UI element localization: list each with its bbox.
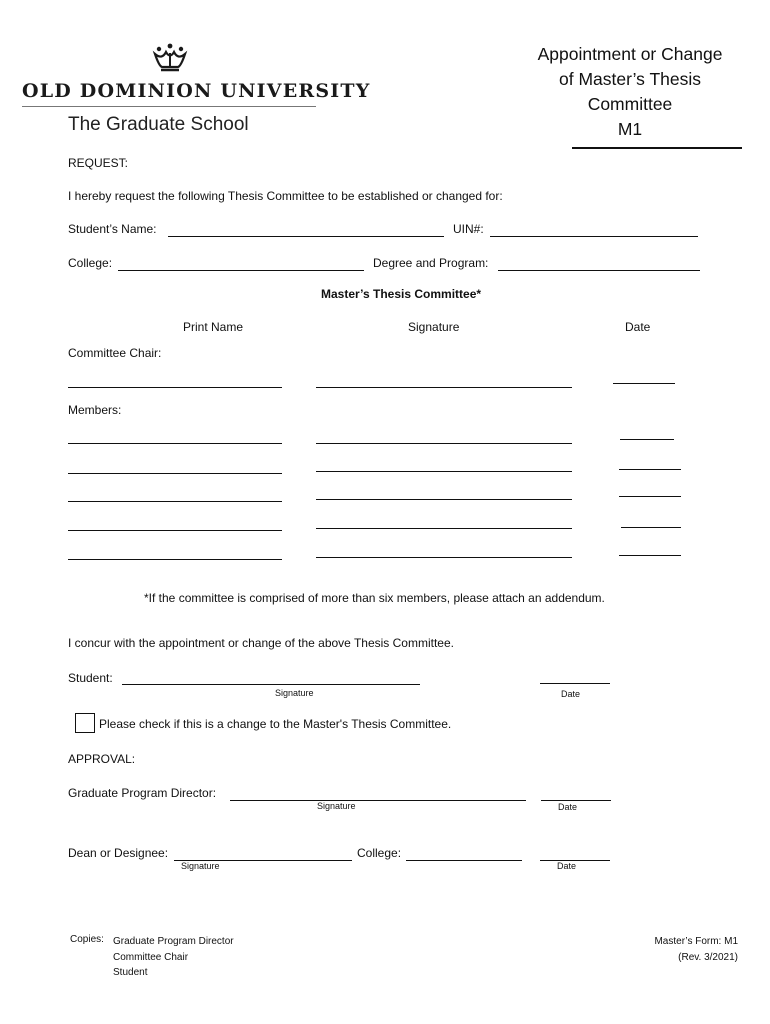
- degree-program-field[interactable]: [498, 270, 700, 271]
- copies-list: [113, 934, 234, 981]
- member-2-signature-field[interactable]: [316, 471, 572, 472]
- copy-recipient: Student: [113, 967, 148, 978]
- request-label: REQUEST:: [68, 156, 129, 170]
- copy-recipient: Graduate Program Director: [113, 936, 234, 947]
- student-date-field[interactable]: [540, 683, 610, 684]
- member-5-signature-field[interactable]: [316, 557, 572, 558]
- form-id: [600, 934, 738, 965]
- col-date: Date: [625, 320, 651, 334]
- dean-label: Dean or Designee:: [68, 846, 169, 860]
- dean-signature-caption: Signature: [181, 861, 220, 871]
- request-intro: I hereby request the following Thesis Committee to be established or changed for:: [68, 189, 503, 203]
- member-5-date-field[interactable]: [619, 555, 681, 556]
- dean-college-label: College:: [357, 846, 402, 860]
- col-signature: Signature: [408, 320, 460, 334]
- member-3-print-name-field[interactable]: [68, 501, 282, 502]
- chair-date-field[interactable]: [613, 383, 675, 384]
- uin-field[interactable]: [490, 236, 698, 237]
- member-4-print-name-field[interactable]: [68, 530, 282, 531]
- degree-program-label: Degree and Program:: [373, 256, 489, 270]
- student-signature-label: Student:: [68, 671, 113, 685]
- student-signature-field[interactable]: [122, 684, 420, 685]
- member-1-print-name-field[interactable]: [68, 443, 282, 444]
- change-checkbox[interactable]: [75, 713, 95, 733]
- approval-label: APPROVAL:: [68, 752, 136, 766]
- director-date-field[interactable]: [541, 800, 611, 801]
- student-name-label: Student’s Name:: [68, 222, 157, 236]
- change-checkbox-label: Please check if this is a change to the Master's Thesis Committee.: [99, 717, 452, 731]
- director-signature-field[interactable]: [230, 800, 526, 801]
- col-print-name: Print Name: [183, 320, 244, 334]
- director-label: Graduate Program Director:: [68, 786, 217, 800]
- revision-text: (Rev. 3/2021): [678, 951, 738, 963]
- university-name: OLD DOMINION UNIVERSITY: [22, 80, 371, 102]
- uin-label: UIN#:: [453, 222, 484, 236]
- chair-print-name-field[interactable]: [68, 387, 282, 388]
- members-label: Members:: [68, 403, 122, 417]
- director-date-caption: Date: [558, 802, 578, 812]
- member-4-date-field[interactable]: [621, 527, 681, 528]
- title-line-4: M1: [617, 119, 643, 139]
- member-2-date-field[interactable]: [619, 469, 681, 470]
- member-3-signature-field[interactable]: [316, 499, 572, 500]
- committee-footnote: *If the committee is comprised of more than six members, please attach an addendum.: [144, 591, 605, 605]
- crown-icon: [150, 42, 190, 72]
- director-signature-caption: Signature: [317, 801, 356, 811]
- copies-label: Copies:: [70, 934, 104, 945]
- form-id-text: Master’s Form: M1: [654, 936, 738, 947]
- college-field[interactable]: [118, 270, 364, 271]
- student-name-field[interactable]: [168, 236, 444, 237]
- student-signature-caption: Signature: [275, 688, 314, 698]
- concur-text: I concur with the appointment or change of the above Thesis Committee.: [68, 636, 454, 650]
- member-1-date-field[interactable]: [620, 439, 674, 440]
- member-3-date-field[interactable]: [619, 496, 681, 497]
- chair-signature-field[interactable]: [316, 387, 572, 388]
- college-label: College:: [68, 256, 113, 270]
- title-line-1: Appointment or Change: [537, 44, 723, 64]
- member-5-print-name-field[interactable]: [68, 559, 282, 560]
- member-2-print-name-field[interactable]: [68, 473, 282, 474]
- school-name: The Graduate School: [68, 114, 249, 135]
- header-rule: [572, 147, 742, 149]
- committee-heading: Master’s Thesis Committee*: [321, 287, 482, 301]
- copy-recipient: Committee Chair: [113, 951, 189, 963]
- title-line-3: Committee: [587, 94, 673, 114]
- dean-date-caption: Date: [557, 861, 577, 871]
- form-title: [525, 42, 735, 142]
- committee-chair-label: Committee Chair:: [68, 346, 162, 360]
- title-line-2: of Master’s Thesis: [559, 69, 701, 89]
- student-date-caption: Date: [561, 689, 581, 699]
- logo-divider: [22, 106, 316, 107]
- member-1-signature-field[interactable]: [316, 443, 572, 444]
- member-4-signature-field[interactable]: [316, 528, 572, 529]
- dean-college-field[interactable]: [406, 860, 522, 861]
